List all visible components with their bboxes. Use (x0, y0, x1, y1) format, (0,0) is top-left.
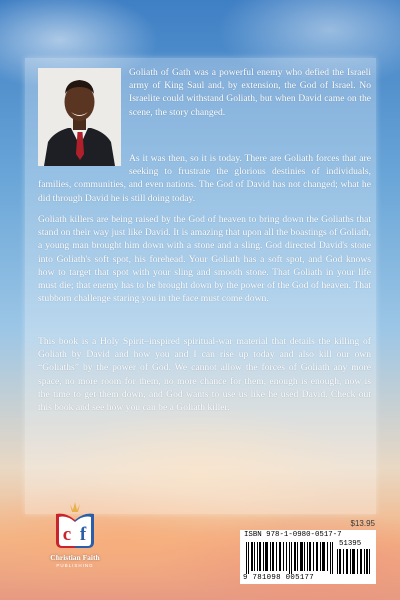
barcode-bars-icon (246, 542, 334, 574)
goliath-killers-paragraph: Goliath killers are being raised by the God of heaven to bring down the Goliaths that stand on their way just like David. It is amazing that upon all the boastings of Goliath, a young man brought him down with a stone and a sling. God directed David's stone into Goliath's soft spot, his forehead. Your Goliath has a soft spot, and God knows how to target that spot with your sling and smooth stone. That Goliath in your life must die; that enemy has to be brought down by the power of the God of heaven. That stubborn challenge staring you in the face must come down. (38, 214, 371, 305)
publisher-tagline: PUBLISHING (56, 563, 94, 568)
isbn-number: ISBN 978-1-0980-0517-7 (244, 531, 342, 539)
today-paragraph-text: As it was then, so it is today. There are Goliath forces that are seeking to frustrate the glorious destinies of individuals, families, communities, and even nations. The God of David has not changed; what he did through David he is still doing today. (38, 153, 371, 204)
barcode-digits: 9 781098 005177 (243, 574, 315, 582)
isbn-barcode (240, 530, 376, 584)
svg-text:c: c (62, 524, 72, 545)
addon-barcode-bars-icon (337, 549, 371, 574)
today-paragraph (38, 152, 371, 205)
publisher-name: Christian Faith (50, 553, 100, 562)
barcode-addon-number: 51395 (339, 540, 362, 548)
intro-paragraph: Goliath of Gath was a powerful enemy who defied the Israeli army of King Saul and, by extension, the God of Israel. No Israelite could withstand Goliath, but when David came on the scene, the story changed. (129, 67, 371, 118)
svg-text:f: f (79, 524, 87, 545)
book-description-paragraph: This book is a Holy Spirit–inspired spiritual-war material that details the killing of Goliath by David and how you and I can rise up today and also kill our own “Goliaths” by the power of God. We cannot allow the forces of Goliath any more space, no more room for them, no more chance for them, enough is enough, now is the time to get them down, and God wants to use us like he used David. Check out this book and see how you can be a Goliath killer. (38, 336, 371, 414)
christian-faith-logo-icon (52, 500, 98, 552)
photo-indent (38, 152, 129, 166)
price-label: $13.95 (350, 519, 375, 528)
publisher-logo (40, 500, 110, 590)
